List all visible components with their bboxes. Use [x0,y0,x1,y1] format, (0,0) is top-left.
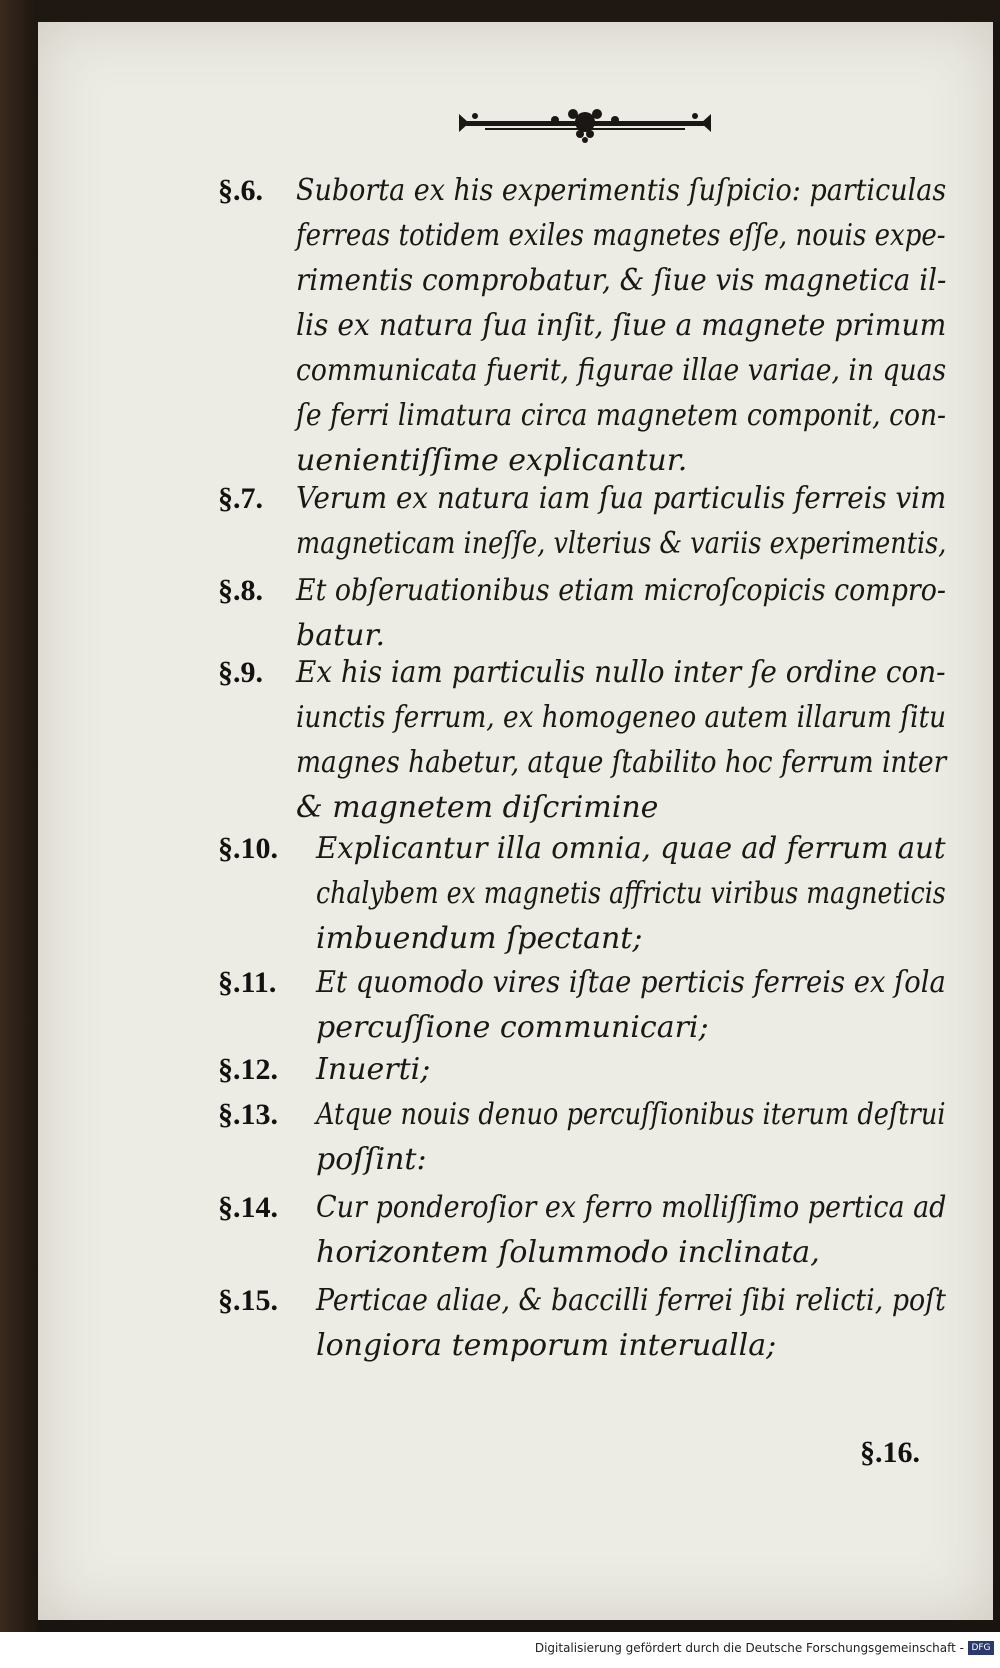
book-spine [0,0,38,1668]
text-line: imbuendum ſpectant; [316,921,643,956]
text-line: Perticae aliae, & baccilli ferrei ſibi relicti, poſt [316,1283,946,1318]
text-line: longiora temporum interualla; [316,1328,777,1363]
text-line: Explicantur illa omnia, quae ad ferrum aut [316,831,946,866]
text-line: ferreas totidem exiles magnetes eſſe, nouis expe- [296,218,946,253]
text-line: ſe ferri limatura circa magnetem componit, con- [296,398,947,433]
paragraph-3 [218,568,958,658]
section-number: §.6. [218,174,263,207]
text-line: Cur ponderoſior ex ferro molliſſimo pertica ad [316,1190,947,1225]
text-line: Inuerti; [316,1052,431,1087]
text-line: iunctis ferrum, ex homogeneo autem illarum ſitu [296,700,947,735]
text-line: chalybem ex magnetis affrictu viribus magneticis [316,876,946,911]
footer-credit: Digitalisierung gefördert durch die Deutsche Forschungsgemeinschaft - [534,1641,964,1655]
section-number: §.15. [218,1284,278,1317]
text-line: Et quomodo vires iſtae perticis ferreis ex ſola [316,965,946,1000]
paragraph-10 [218,1278,958,1368]
section-number: §.11. [218,966,277,999]
text-line: communicata fuerit, figurae illae variae, in quas [296,353,947,388]
section-number: §.10. [218,832,278,865]
dfg-logo: DFG [968,1641,994,1655]
text-line: magnes habetur, atque ſtabilito hoc ferrum inter [296,745,947,780]
section-number: §.14. [218,1191,278,1224]
text-line: rimentis comprobatur, & ſiue vis magnetica il- [296,263,947,298]
text-line: magneticam ineſſe, vlterius & variis experimentis, [296,526,947,561]
text-line: Atque nouis denuo percuſſionibus iterum deſtrui [316,1097,946,1132]
section-number: §.12. [218,1053,278,1086]
text-line: Ex his iam particulis nullo inter ſe ordine con- [296,655,946,690]
top-edge [38,0,1000,22]
paragraph-9 [218,1185,958,1275]
paragraph-4 [218,650,958,830]
paragraph-1 [218,168,958,483]
section-number: §.8. [218,574,263,607]
footer-bar [0,1632,1000,1668]
text-line: percuſſione communicari; [316,1010,709,1045]
text-line: Verum ex natura iam ſua particulis ferreis vim [296,481,947,516]
paragraph-7 [218,1047,958,1092]
text-line: poſſint: [316,1142,427,1177]
paragraph-2 [218,476,958,566]
ornament-icon [455,100,715,150]
section-number: §.13. [218,1098,278,1131]
text-line: uenientiſſime explicantur. [296,443,688,478]
catchword: §.16. [860,1436,920,1469]
text-line: lis ex natura ſua inſit, ſiue a magnete primum [296,308,947,343]
paragraph-5 [218,826,958,961]
paragraph-6 [218,960,958,1050]
section-number: §.7. [218,482,263,515]
text-line: Suborta ex his experimentis ſuſpicio: particulas [296,173,947,208]
section-number: §.9. [218,656,263,689]
paragraph-8 [218,1092,958,1182]
text-line: horizontem ſolummodo inclinata, [316,1235,820,1270]
text-line: batur. [296,618,386,653]
text-line: Et obſeruationibus etiam microſcopicis compro- [296,573,946,608]
text-line: & magnetem diſcrimine [296,790,659,825]
